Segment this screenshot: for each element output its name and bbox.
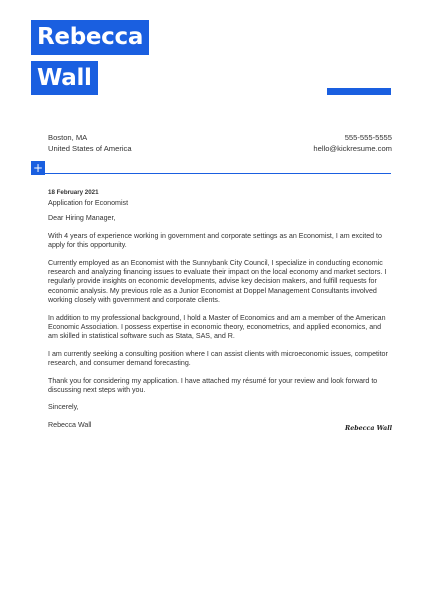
closing-name: Rebecca Wall	[48, 421, 92, 430]
letter-date: 18 February 2021	[48, 189, 99, 196]
city: Boston, MA	[48, 133, 88, 142]
paragraph: Currently employed as an Economist with the Sunnybank City Council, I specialize in conducting economic research and analyzing financing issues to evaluate their impact on the local economy and market sectors. I regularly provide insights on economic developments, advise key decision makers, and fulfill requests for economic analysis. My previous role as a Junior Economist at Doppel Management Consultants involved working closely with government and corporate clients.	[48, 259, 387, 304]
first-name-banner	[31, 20, 149, 55]
email: hello@kickresume.com	[313, 143, 392, 153]
contact-details	[313, 133, 392, 154]
letter-body	[48, 188, 388, 439]
salutation: Dear Hiring Manager,	[48, 214, 116, 223]
last-name-banner	[31, 61, 98, 95]
paragraph: I am currently seeking a consulting position where I can assist clients with microeconomic issues, competitor research, and consumer demand forecasting.	[48, 349, 388, 367]
country: United States of America	[48, 143, 132, 153]
closing: Sincerely,	[48, 403, 79, 412]
letter-subject: Application for Economist	[48, 199, 129, 208]
accent-bar	[327, 88, 391, 95]
plus-icon: +	[32, 161, 44, 175]
last-name: Wall	[37, 64, 92, 91]
paragraph: In addition to my professional background, I hold a Master of Economics and am a member of the American Economic Association. I possess expertise in economic theory, econometrics, and applied economics, and am skilled in statistical software such as Stata, SAS, and R.	[48, 313, 386, 340]
address-block	[48, 133, 132, 154]
divider	[45, 173, 391, 174]
phone: 555-555-5555	[344, 133, 392, 142]
paragraph: Thank you for considering my application. I have attached my résumé for your review and look forward to discussing next steps with you.	[48, 376, 378, 394]
first-name: Rebecca	[37, 24, 144, 50]
signature: Rebecca Wall	[345, 425, 392, 432]
paragraph: With 4 years of experience working in government and corporate settings as an Economist, I am excited to apply for this opportunity.	[48, 232, 382, 250]
